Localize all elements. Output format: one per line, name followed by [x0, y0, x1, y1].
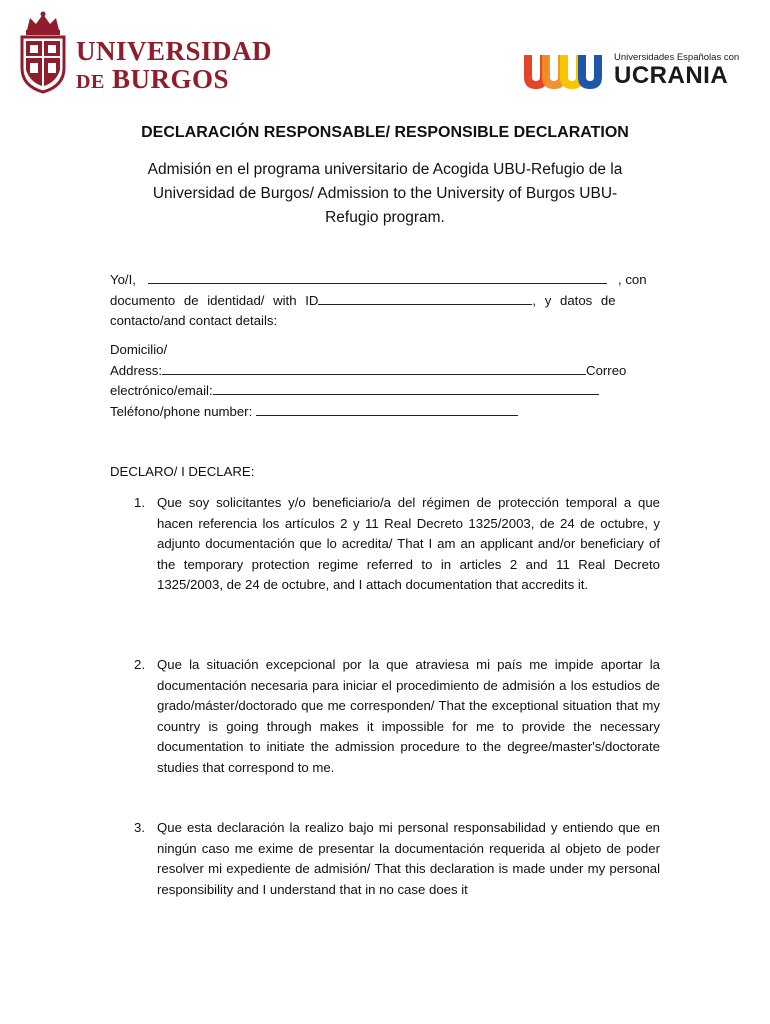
email-line: [110, 381, 660, 402]
document-title: DECLARACIÓN RESPONSABLE/ RESPONSIBLE DECLARATION: [141, 124, 629, 141]
correo-label: Correo: [586, 362, 627, 378]
item-text: Que la situación excepcional por la que atraviesa mi país me impide aportar la documentación necesaria para iniciar el procedimiento de admisión a los estudios de grado/máster/doctorado que me corresponden/ That the exceptional situation that my country is going through makes it impossible for me to provide the necessary documentation to initiate the admission procedure to the degree/master's/doctorate studies that correspond to me.: [157, 657, 660, 775]
identity-line-1: [110, 270, 660, 291]
document-subtitle: Admisión en el programa universitario de Acogida UBU-Refugio de la Universidad de Burgos/ Admission to the University of Burgos UBU-Refugio program.: [147, 161, 623, 226]
id-blank-field[interactable]: [318, 291, 532, 305]
address-blank-field[interactable]: [162, 361, 586, 375]
doc-label: documento de identidad/ with ID: [110, 292, 319, 308]
declaration-item-1: [110, 493, 660, 596]
ucrania-logo: [522, 52, 739, 90]
declare-heading: DECLARO/ I DECLARE:: [110, 464, 255, 479]
item-number: 1.: [134, 495, 145, 510]
identity-line-2: [110, 291, 660, 312]
domicilio-label: Domicilio/: [110, 342, 168, 357]
university-wordmark: [76, 38, 272, 93]
university-crest-icon: [18, 10, 68, 94]
name-blank-field[interactable]: [148, 270, 607, 284]
item-text: Que soy solicitantes y/o beneficiario/a del régimen de protección temporal a que hacen referencia los artículos 2 y 11 Real Decreto 1325/2003, de 24 de octubre, y adjunto documentación que lo acredita/ That I am an applicant and/or beneficiary of the temporary protection regime referred to in articles 2 and 11 Real Decreto 1325/2003, de 24 de octubre, and I attach documentation that accredits it.: [157, 495, 660, 592]
contact-block: [110, 340, 660, 422]
item-number: 2.: [134, 657, 145, 672]
datos-label: , y datos de: [532, 292, 616, 308]
phone-label: Teléfono/phone number:: [110, 403, 253, 419]
phone-line: [110, 402, 660, 423]
wordmark-line-2: [76, 66, 272, 93]
item-number: 3.: [134, 820, 145, 835]
declaration-item-2: [110, 655, 660, 778]
email-blank-field[interactable]: [213, 381, 599, 395]
yo-label: Yo/I,: [110, 272, 136, 287]
phone-blank-field[interactable]: [256, 402, 518, 416]
wordmark-line-1: UNIVERSIDAD: [76, 36, 273, 66]
identity-block: [110, 270, 660, 332]
item-text: Que esta declaración la realizo bajo mi personal responsabilidad y entiendo que en ningún caso me exime de presentar la documentación requerida al objeto de poder resolver mi expediente de admisión/ That this declaration is made under my personal responsibility and I understand that in no case does it: [157, 820, 660, 897]
universidad-de-burgos-logo: [18, 10, 272, 98]
address-line: [110, 361, 660, 382]
con-label: , con: [618, 272, 647, 287]
address-label: Address:: [110, 362, 163, 378]
wordmark-prefix: DE: [76, 71, 105, 93]
ucrania-bars-icon: [522, 53, 604, 89]
ucrania-big-text: UCRANIA: [614, 62, 729, 89]
declaration-item-3: [110, 818, 660, 900]
email-label: electrónico/email:: [110, 383, 213, 398]
ucrania-wordmark: [614, 52, 739, 90]
ucrania-small-text: Universidades Españolas con: [614, 52, 740, 63]
contact-label: contacto/and contact details:: [110, 313, 278, 328]
wordmark-main: BURGOS: [112, 64, 230, 94]
